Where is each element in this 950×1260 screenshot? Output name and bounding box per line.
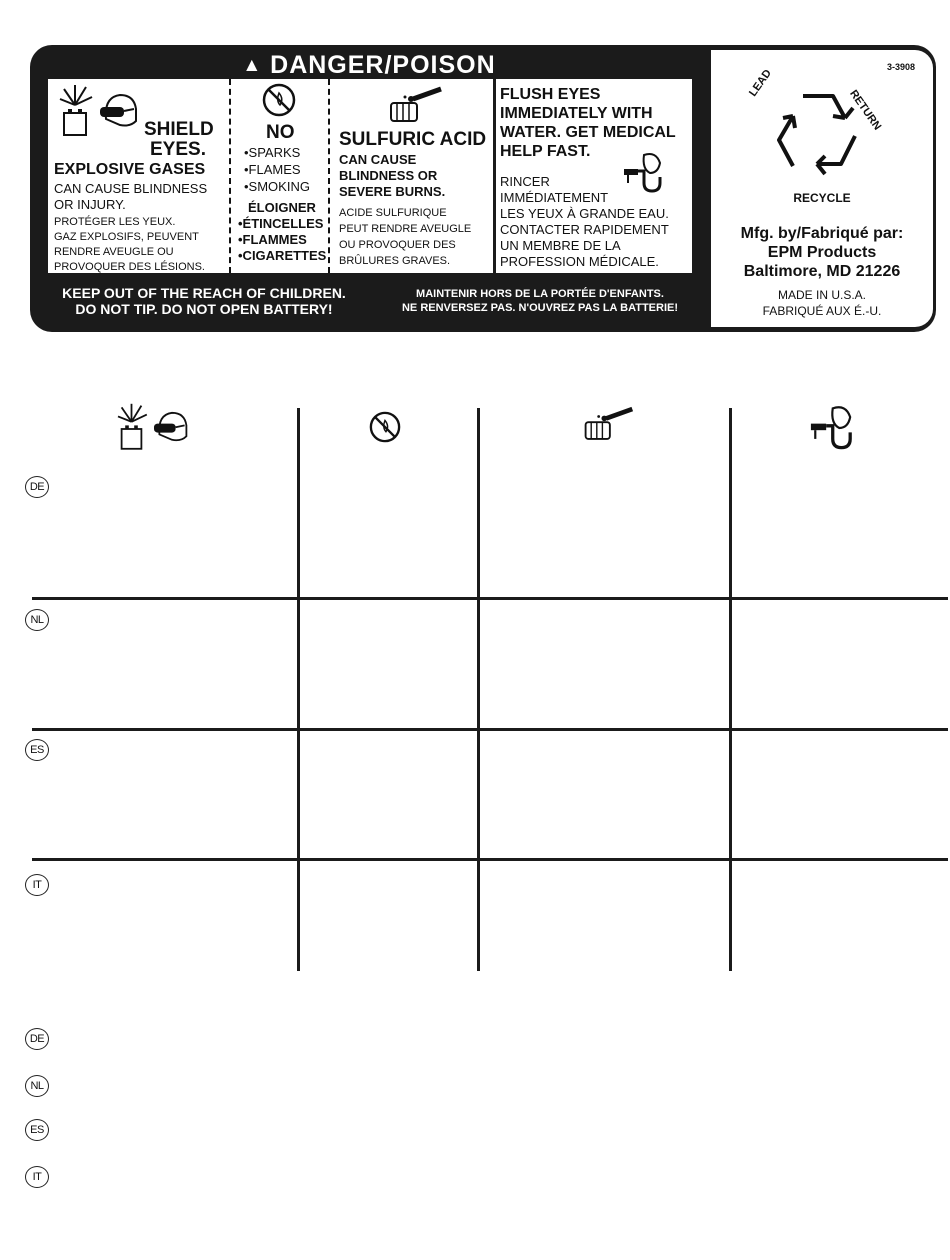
shield-text-en: CAN CAUSE BLINDNESS bbox=[54, 181, 208, 196]
language-badge-es: ES bbox=[25, 739, 49, 761]
manufacturer-name: EPM Products bbox=[767, 244, 877, 261]
shield-text-fr: RENDRE AVEUGLE OU bbox=[54, 246, 174, 258]
language-badge-it: IT bbox=[25, 874, 49, 896]
table-row-divider bbox=[32, 858, 948, 861]
flush-text-en: FLUSH EYES bbox=[500, 86, 601, 103]
acid-text-en: CAN CAUSE bbox=[339, 152, 417, 167]
table-column-divider bbox=[729, 408, 732, 971]
shield-text-fr: PROTÉGER LES YEUX. bbox=[54, 216, 176, 228]
explosion-goggles-icon bbox=[60, 83, 140, 143]
acid-hand-icon bbox=[580, 405, 636, 443]
table-column-divider bbox=[297, 408, 300, 971]
no-item: •SMOKING bbox=[244, 179, 310, 194]
warning-triangle-icon: ▲ bbox=[242, 55, 263, 76]
no-fr-heading: ÉLOIGNER bbox=[248, 200, 316, 215]
flush-text-fr: LES YEUX À GRANDE EAU. bbox=[500, 206, 669, 221]
acid-text-fr: ACIDE SULFURIQUE bbox=[339, 207, 447, 219]
no-fr-item: •FLAMMES bbox=[238, 232, 307, 247]
flush-text-fr: UN MEMBRE DE LA bbox=[500, 238, 621, 253]
table-row-divider bbox=[32, 597, 948, 600]
flush-text-en: WATER. GET MEDICAL bbox=[500, 124, 676, 141]
battery-warning-label bbox=[30, 45, 936, 332]
language-badge-it: IT bbox=[25, 1166, 49, 1188]
warning-french: MAINTENIR HORS DE LA PORTÉE D'ENFANTS. NE RENVERSEZ PAS. N'OUVREZ PAS LA BATTERIE! bbox=[401, 288, 678, 314]
language-badge-es: ES bbox=[25, 1119, 49, 1141]
sulfuric-acid-section bbox=[333, 79, 493, 273]
shield-heading: SHIELD bbox=[144, 119, 214, 140]
shield-text-en: OR INJURY. bbox=[54, 197, 126, 212]
sulfuric-acid-heading: SULFURIC ACID bbox=[339, 129, 487, 150]
flush-text-fr: IMMÉDIATEMENT bbox=[500, 190, 609, 205]
no-sparks-section bbox=[234, 79, 326, 273]
manufacturer-line: Mfg. by/Fabriqué par: bbox=[740, 225, 904, 242]
eye-wash-faucet-icon bbox=[622, 151, 672, 195]
acid-hand-icon bbox=[385, 85, 445, 125]
origin-en: MADE IN U.S.A. bbox=[777, 288, 866, 302]
part-number: 3-3908 bbox=[886, 62, 915, 72]
explosive-gases-heading: EXPLOSIVE GASES bbox=[54, 161, 206, 178]
return-label: RETURN bbox=[847, 88, 884, 133]
no-fr-item: •CIGARETTES bbox=[238, 248, 327, 263]
shield-text-fr: PROVOQUER DES LÉSIONS. bbox=[54, 261, 205, 273]
shield-text-fr: GAZ EXPLOSIFS, PEUVENT bbox=[54, 231, 199, 243]
warning-english: KEEP OUT OF THE REACH OF CHILDREN. DO NOT TIP. DO NOT OPEN BATTERY! bbox=[62, 285, 346, 317]
origin-fr: FABRIQUÉ AUX É.-U. bbox=[762, 304, 882, 318]
manufacturer-address: Baltimore, MD 21226 bbox=[743, 263, 901, 280]
acid-text-fr: PEUT RENDRE AVEUGLE bbox=[339, 223, 472, 235]
flush-text-fr: PROFESSION MÉDICALE. bbox=[500, 254, 659, 269]
eyes-heading: EYES. bbox=[150, 139, 206, 160]
table-row-divider bbox=[32, 728, 948, 731]
dashed-divider bbox=[229, 79, 231, 273]
language-badge-nl: NL bbox=[25, 1075, 49, 1097]
table-column-divider bbox=[477, 408, 480, 971]
language-badge-nl: NL bbox=[25, 609, 49, 631]
shield-eyes-section bbox=[48, 79, 228, 273]
language-badge-de: DE bbox=[25, 476, 49, 498]
warning-panel bbox=[48, 79, 692, 273]
flush-text-en: IMMEDIATELY WITH bbox=[500, 105, 653, 122]
dashed-divider bbox=[328, 79, 330, 273]
no-item: •FLAMES bbox=[244, 162, 301, 177]
no-smoking-icon bbox=[262, 83, 296, 117]
manufacturer-panel bbox=[711, 50, 933, 327]
flush-text-fr: RINCER bbox=[500, 174, 550, 189]
no-heading: NO bbox=[266, 122, 295, 143]
no-smoking-icon bbox=[369, 411, 401, 443]
eye-wash-faucet-icon bbox=[808, 404, 864, 452]
no-item: •SPARKS bbox=[244, 145, 301, 160]
language-badge-de: DE bbox=[25, 1028, 49, 1050]
solid-divider bbox=[493, 79, 496, 273]
flush-eyes-section bbox=[498, 79, 692, 273]
acid-text-fr: BRÛLURES GRAVES. bbox=[339, 255, 451, 267]
no-fr-item: •ÉTINCELLES bbox=[238, 216, 324, 231]
flush-text-fr: CONTACTER RAPIDEMENT bbox=[500, 222, 669, 237]
acid-text-en: BLINDNESS OR bbox=[339, 168, 438, 183]
acid-text-fr: OU PROVOQUER DES bbox=[339, 239, 456, 251]
lead-label: LEAD bbox=[747, 67, 775, 99]
explosion-goggles-icon bbox=[117, 402, 191, 456]
acid-text-en: SEVERE BURNS. bbox=[339, 184, 446, 199]
flush-text-en: HELP FAST. bbox=[500, 143, 591, 160]
danger-poison-title: ▲ DANGER/POISON bbox=[242, 51, 496, 79]
recycle-label: RECYCLE bbox=[793, 191, 851, 205]
